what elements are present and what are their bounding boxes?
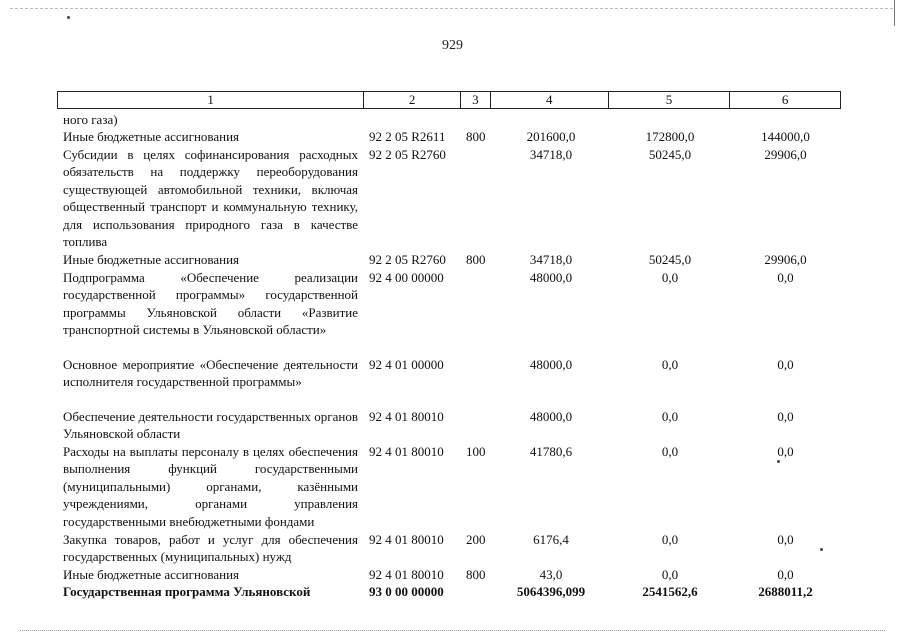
row-code: 93 0 00 00000: [369, 584, 444, 599]
page-number: 929: [442, 38, 463, 53]
row-value-4: 48000,0: [529, 270, 573, 285]
row-vr: 800: [466, 252, 486, 267]
scan-edge-bottom: [20, 630, 885, 631]
row-value-5: 172800,0: [645, 129, 695, 144]
row-value-4: 48000,0: [529, 357, 573, 372]
row-code: 92 4 00 00000: [369, 270, 444, 285]
row-value-4: 48000,0: [529, 409, 573, 424]
row-value-5: 0,0: [661, 444, 679, 459]
scan-edge-right: [894, 0, 895, 26]
row-code: 92 2 05 R2611: [369, 129, 446, 144]
row-name: Закупка товаров, работ и услуг для обеспечения государственных (муниципальных) нужд: [63, 532, 358, 565]
row-code: 92 4 01 80010: [369, 532, 444, 547]
row-value-6: 29906,0: [764, 147, 807, 162]
row-name: Субсидии в целях софинансирования расходных обязательств на поддержку переоборудования существующей автомобильной техники, включая общественный транспорт и коммунальную технику, для использования природного газа в качестве топлива: [63, 147, 358, 250]
row-name: Расходы на выплаты персоналу в целях обеспечения выполнения функций государственными (муниципальными) органами, казёнными учреждениями, органами управления государственными внебюджетными фондами: [63, 444, 358, 529]
header-col-1: 1: [58, 92, 364, 108]
row-name: Подпрограмма «Обеспечение реализации государственной программы» государственной программы Ульяновской области «Развитие транспортной системы в Ульяновской области»: [63, 270, 358, 338]
row-vr: 200: [466, 532, 486, 547]
row-name: Иные бюджетные ассигнования: [63, 129, 240, 144]
row-code: 92 4 01 00000: [369, 357, 444, 372]
header-col-4: 4: [491, 92, 609, 108]
row-value-5: 0,0: [661, 409, 679, 424]
row-value-6: 144000,0: [761, 129, 810, 144]
row-name: Обеспечение деятельности государственных органов Ульяновской области: [63, 409, 358, 442]
row-value-4: 5064396,099: [516, 584, 586, 599]
row-value-5: 0,0: [661, 357, 679, 372]
row-name: Иные бюджетные ассигнования: [63, 252, 240, 267]
row-value-6: 0,0: [777, 409, 794, 424]
row-value-4: 201600,0: [526, 129, 576, 144]
row-value-4: 34718,0: [529, 147, 573, 162]
row-value-6: 0,0: [777, 532, 794, 547]
row-value-4: 34718,0: [529, 252, 573, 267]
row-value-5: 0,0: [661, 567, 679, 582]
header-col-2: 2: [364, 92, 461, 108]
row-code: 92 2 05 R2760: [369, 252, 446, 267]
row-value-5: 0,0: [661, 270, 679, 285]
row-name: Основное мероприятие «Обеспечение деятельности исполнителя государственной программы»: [63, 357, 358, 390]
row-value-5: 2541562,6: [642, 584, 698, 599]
row-name: ного газа): [63, 112, 118, 127]
row-name: Государственная программа Ульяновской: [63, 584, 311, 599]
row-name: Иные бюджетные ассигнования: [63, 567, 240, 582]
row-value-5: 0,0: [661, 532, 679, 547]
table-header: [57, 91, 841, 109]
row-code: 92 4 01 80010: [369, 444, 444, 459]
scan-speck: [777, 460, 780, 463]
row-value-5: 50245,0: [648, 252, 692, 267]
scan-speck: [67, 16, 70, 19]
row-vr: 100: [466, 444, 486, 459]
row-value-5: 50245,0: [648, 147, 692, 162]
header-col-3: 3: [461, 92, 491, 108]
row-value-6: 0,0: [777, 444, 794, 459]
row-code: 92 4 01 80010: [369, 567, 444, 582]
scan-speck: [820, 548, 823, 551]
scan-edge-top: [10, 8, 893, 9]
header-col-5: 5: [609, 92, 731, 108]
row-value-6: 0,0: [777, 357, 794, 372]
row-code: 92 2 05 R2760: [369, 147, 446, 162]
row-vr: 800: [466, 129, 486, 144]
row-value-6: 29906,0: [764, 252, 807, 267]
row-vr: 800: [466, 567, 486, 582]
row-value-6: 0,0: [777, 270, 794, 285]
header-col-6: 6: [781, 92, 789, 107]
row-code: 92 4 01 80010: [369, 409, 444, 424]
row-value-6: 2688011,2: [758, 584, 813, 599]
row-value-4: 6176,4: [533, 532, 569, 547]
row-value-4: 43,0: [539, 567, 563, 582]
row-value-6: 0,0: [777, 567, 794, 582]
row-value-4: 41780,6: [529, 444, 573, 459]
